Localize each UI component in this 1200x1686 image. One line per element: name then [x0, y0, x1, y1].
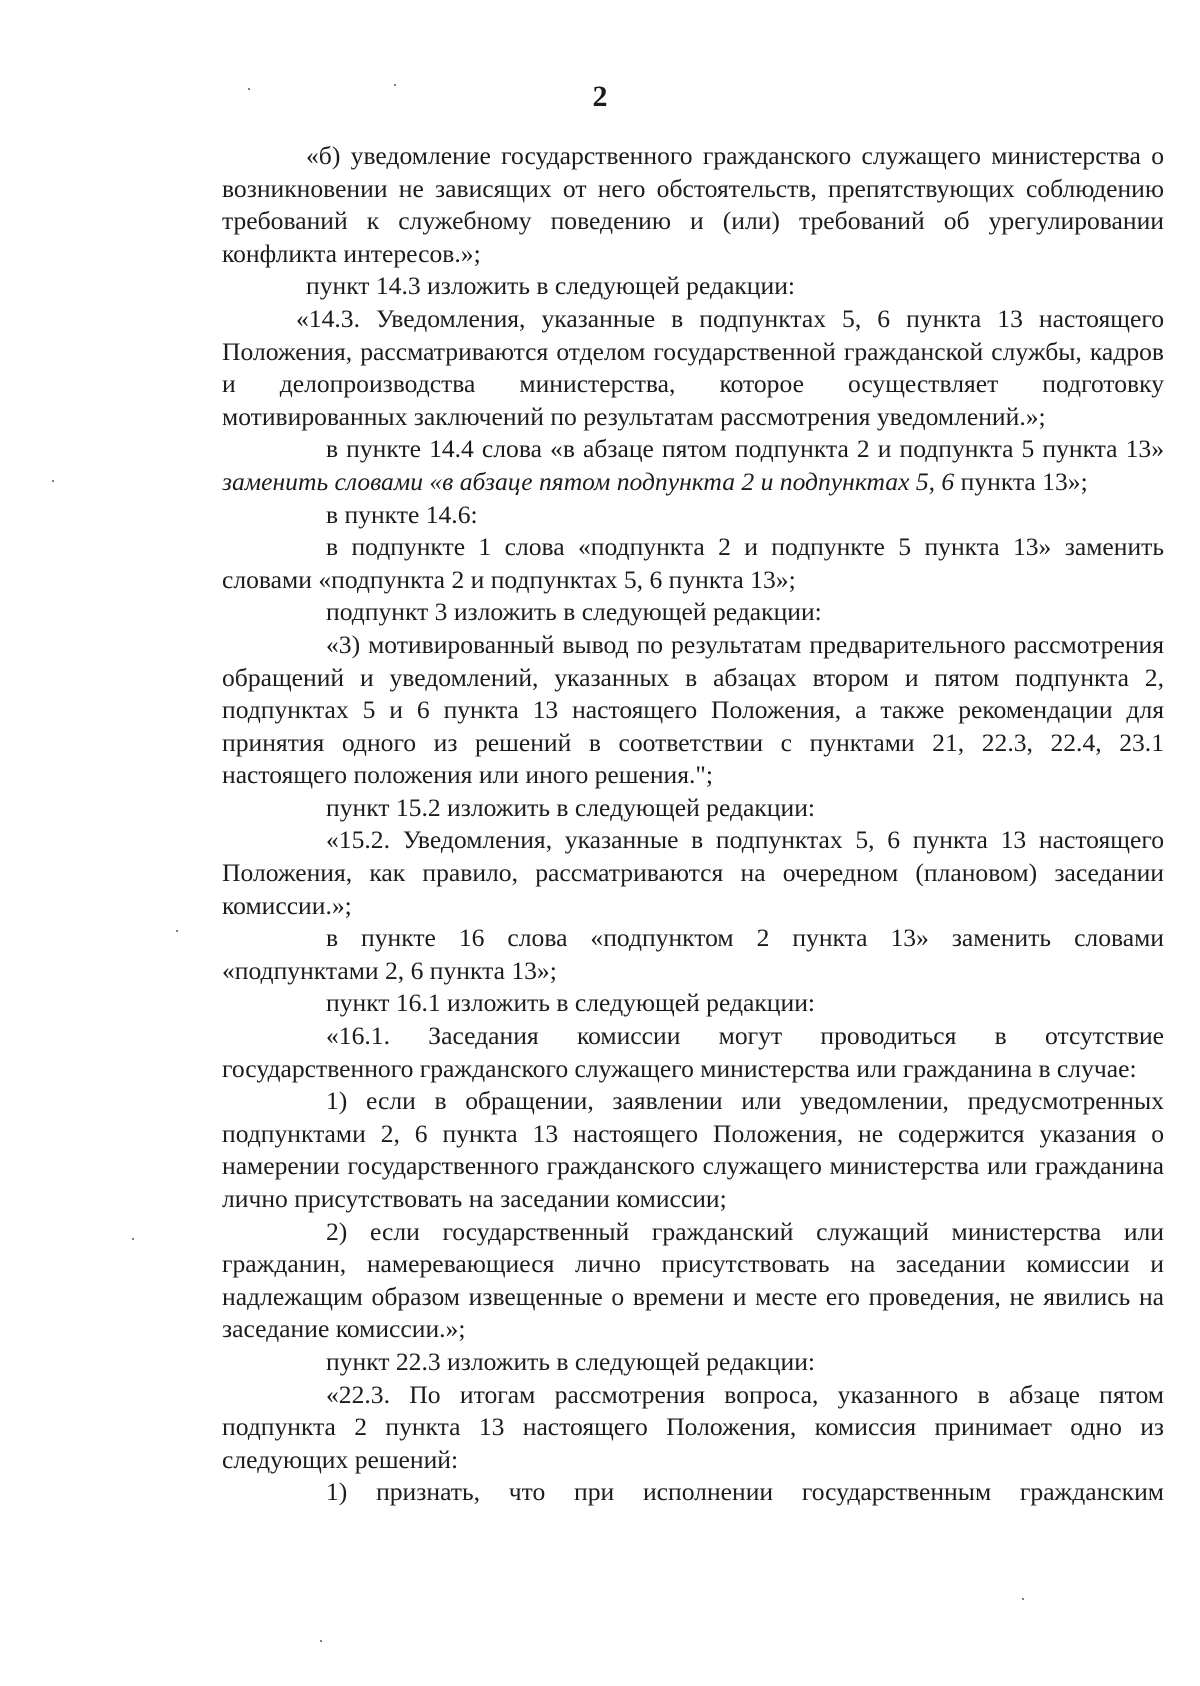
paragraph-16: в пункте 16 слова «подпунктом 2 пункта 13» заменить словами «подпунктами 2, 6 пункта 13»; — [222, 923, 1164, 985]
paragraph-16-1-item-2: 2) если государственный гражданский служащий министерства или гражданин, намеревающиеся лично присутствовать на заседании комиссии и надлежащим образом извещенные о времени и месте его проведения, не явились на заседание комиссии.»; — [222, 1216, 1164, 1344]
scan-speck — [52, 480, 54, 482]
scan-speck — [394, 84, 396, 86]
scan-speck — [248, 88, 250, 90]
paragraph-instruction-16-1: пункт 16.1 изложить в следующей редакции: — [326, 988, 816, 1018]
paragraph-14-4-part-a: в пункте 14.4 слова «в абзаце пятом подпункта 2 и подпункта 5 пункта 13» — [326, 434, 1164, 464]
document-body — [222, 140, 1164, 1509]
paragraph-instruction-15-2: пункт 15.2 изложить в следующей редакции: — [326, 792, 816, 822]
scan-speck — [176, 930, 178, 932]
paragraph-instruction-subitem-3: подпункт 3 изложить в следующей редакции: — [326, 597, 822, 627]
paragraph-subitem-3: «3) мотивированный вывод по результатам предварительного рассмотрения обращений и уведомлений, указанных в абзацах втором и пятом подпункта 2, подпунктах 5 и 6 пункта 13 настоящего Положения, а также рекомендации для принятия одного из решений в соответствии с пунктами 21, 22.3, 22.4, 23.1 настоящего положения или иного решения."; — [222, 629, 1164, 790]
paragraph-14-4 — [222, 433, 1164, 498]
paragraph-subitem-b: «б) уведомление государственного гражданского служащего министерства о возникновении не зависящих от него обстоятельств, препятствующих соблюдению требований к служебному поведению и (или) требований об урегулировании конфликта интересов.»; — [222, 141, 1164, 268]
scan-speck — [132, 1238, 134, 1240]
paragraph-22-3-item-1: 1) признать, что при исполнении государственным гражданским — [326, 1477, 1164, 1507]
paragraph-14-6-heading: в пункте 14.6: — [326, 499, 478, 529]
paragraph-14-3: «14.3. Уведомления, указанные в подпунктах 5, 6 пункта 13 настоящего Положения, рассматриваются отделом государственной гражданской службы, кадров и делопроизводства министерства, которое осуществляет подготовку мотивированных заключений по результатам рассмотрения уведомлений.»; — [222, 303, 1164, 431]
paragraph-instruction-22-3: пункт 22.3 изложить в следующей редакции: — [326, 1346, 816, 1376]
scan-speck — [320, 1640, 322, 1642]
paragraph-14-4-part-b: заменить словами «в абзаце пятом подпункта 2 и подпунктах 5, 6 — [222, 466, 955, 496]
scan-speck — [1022, 1598, 1024, 1600]
paragraph-16-1: «16.1. Заседания комиссии могут проводиться в отсутствие государственного гражданского служащего министерства или гражданина в случае: — [222, 1021, 1164, 1083]
page-number: 2 — [592, 80, 608, 113]
paragraph-16-1-item-1: 1) если в обращении, заявлении или уведомлении, предусмотренных подпунктами 2, 6 пункта 13 настоящего Положения, не содержится указания о намерении государственного гражданского служащего министерства или гражданина лично присутствовать на заседании комиссии; — [222, 1086, 1164, 1213]
paragraph-15-2: «15.2. Уведомления, указанные в подпунктах 5, 6 пункта 13 настоящего Положения, как правило, рассматриваются на очередном (плановом) заседании комиссии.»; — [222, 825, 1164, 920]
paragraph-22-3: «22.3. По итогам рассмотрения вопроса, указанного в абзаце пятом подпункта 2 пункта 13 настоящего Положения, комиссия принимает одно из следующих решений: — [222, 1379, 1164, 1474]
paragraph-14-6-subitem-1: в подпункте 1 слова «подпункта 2 и подпункте 5 пункта 13» заменить словами «подпункта 2 и подпунктах 5, 6 пункта 13»; — [222, 532, 1164, 594]
paragraph-14-4-part-c: пункта 13»; — [954, 466, 1088, 496]
paragraph-instruction-14-3: пункт 14.3 изложить в следующей редакции: — [306, 271, 796, 301]
